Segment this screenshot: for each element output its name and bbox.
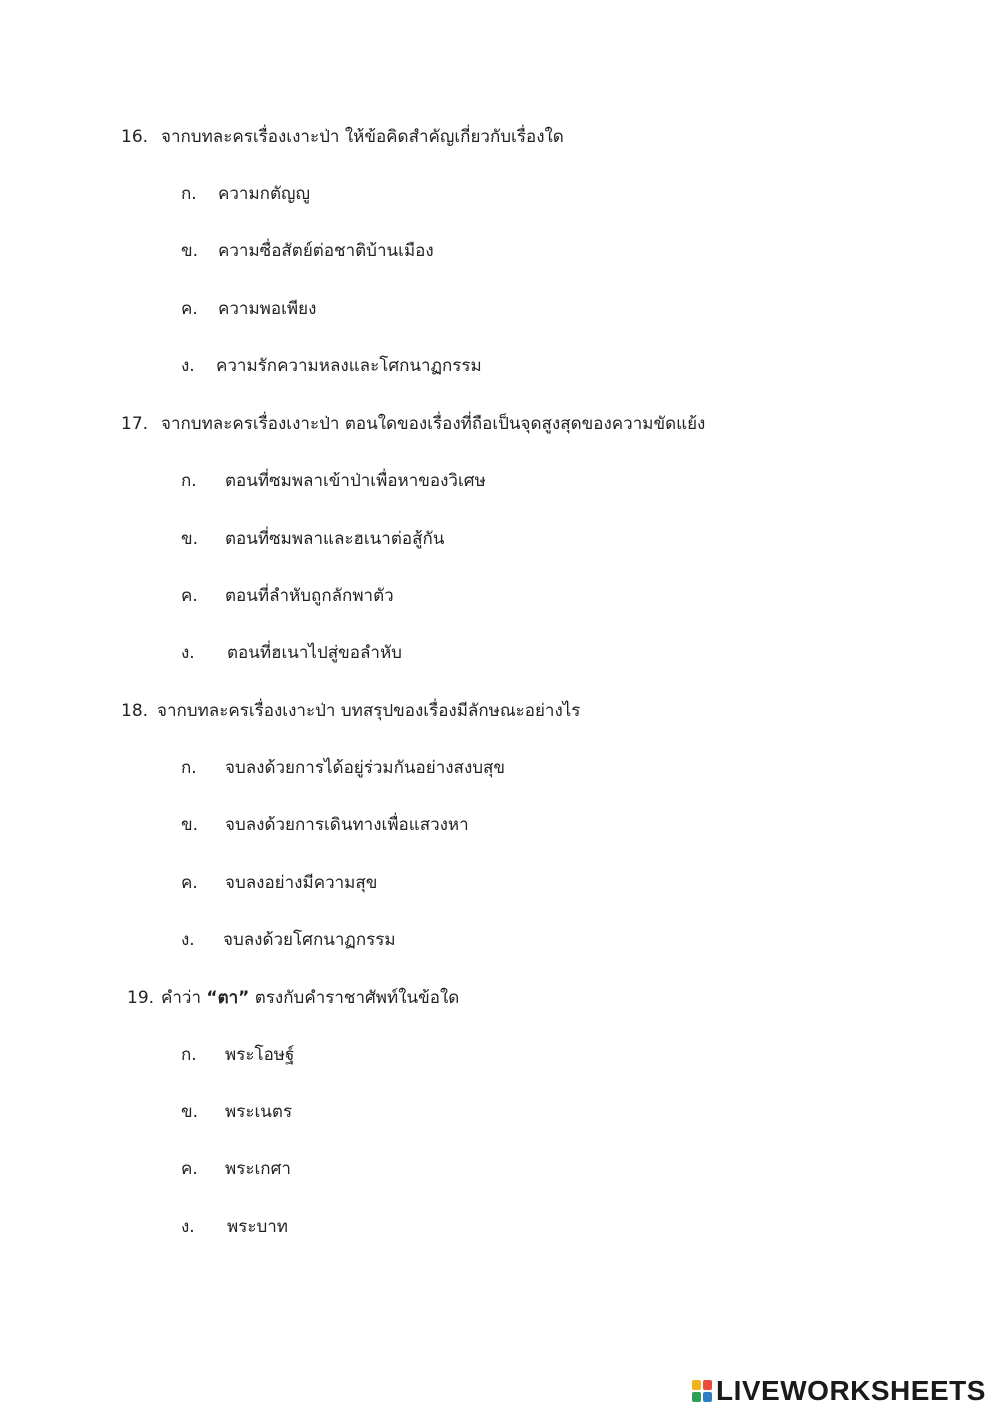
option-letter: ข. bbox=[181, 241, 199, 261]
question-text-before: คำว่า bbox=[161, 988, 207, 1008]
option-letter: ก. bbox=[181, 184, 197, 204]
question-text: จากบทละครเรื่องเงาะป่า บทสรุปของเรื่องมีลักษณะอย่างไร bbox=[157, 701, 581, 721]
option-text: จบลงด้วยการได้อยู่ร่วมกันอย่างสงบสุข bbox=[225, 758, 506, 778]
option-text: ความกตัญญู bbox=[218, 184, 310, 204]
question-number: 16. bbox=[121, 127, 149, 147]
option-letter: ง. bbox=[181, 356, 195, 376]
option-text: ความพอเพียง bbox=[218, 299, 317, 319]
option-text: ตอนที่ซมพลาและฮเนาต่อสู้กัน bbox=[225, 529, 445, 549]
option-letter: ข. bbox=[181, 529, 199, 549]
liveworksheets-logo-icon bbox=[692, 1380, 712, 1402]
option-text: ความรักความหลงและโศกนาฏกรรม bbox=[216, 356, 482, 376]
liveworksheets-branding bbox=[692, 1376, 986, 1406]
option-letter: ข. bbox=[181, 815, 199, 835]
option-letter: ก. bbox=[181, 471, 197, 491]
option-text: จบลงด้วยโศกนาฏกรรม bbox=[223, 930, 396, 950]
option-letter: ค. bbox=[181, 1159, 198, 1179]
option-text: พระบาท bbox=[227, 1217, 289, 1237]
option-letter: ก. bbox=[181, 758, 197, 778]
option-text: พระโอษฐ์ bbox=[225, 1045, 295, 1065]
option-text: ตอนที่ซมพลาเข้าป่าเพื่อหาของวิเศษ bbox=[225, 471, 486, 491]
option-text: พระเกศา bbox=[225, 1159, 291, 1179]
question-text-after: ตรงกับคำราชาศัพท์ในข้อใด bbox=[249, 988, 460, 1008]
question-number: 18. bbox=[121, 701, 149, 721]
option-letter: ง. bbox=[181, 1217, 195, 1237]
logo-square bbox=[703, 1380, 712, 1390]
option-letter: ง. bbox=[181, 930, 195, 950]
logo-square bbox=[703, 1392, 712, 1402]
option-text: ตอนที่ฮเนาไปสู่ขอลำหับ bbox=[227, 643, 402, 663]
question-text: จากบทละครเรื่องเงาะป่า ให้ข้อคิดสำคัญเกี่ยวกับเรื่องใด bbox=[161, 127, 564, 147]
option-letter: ง. bbox=[181, 643, 195, 663]
option-letter: ค. bbox=[181, 299, 198, 319]
option-letter: ค. bbox=[181, 873, 198, 893]
option-text: ความซื่อสัตย์ต่อชาติบ้านเมือง bbox=[218, 241, 434, 261]
option-text: จบลงอย่างมีความสุข bbox=[225, 873, 378, 893]
option-letter: ค. bbox=[181, 586, 198, 606]
option-text: พระเนตร bbox=[225, 1102, 293, 1122]
logo-square bbox=[692, 1392, 701, 1402]
liveworksheets-wordmark: LIVEWORKSHEETS bbox=[716, 1375, 986, 1406]
logo-square bbox=[692, 1380, 701, 1390]
question-number: 19. bbox=[127, 988, 155, 1008]
option-text: จบลงด้วยการเดินทางเพื่อแสวงหา bbox=[225, 815, 469, 835]
question-number: 17. bbox=[121, 414, 149, 434]
option-text: ตอนที่ลำหับถูกลักพาตัว bbox=[225, 586, 394, 606]
question-keyword: “ตา” bbox=[206, 988, 250, 1008]
option-letter: ก. bbox=[181, 1045, 197, 1065]
option-letter: ข. bbox=[181, 1102, 199, 1122]
question-text bbox=[161, 987, 459, 1009]
question-text: จากบทละครเรื่องเงาะป่า ตอนใดของเรื่องที่ถือเป็นจุดสูงสุดของความขัดแย้ง bbox=[161, 414, 706, 434]
